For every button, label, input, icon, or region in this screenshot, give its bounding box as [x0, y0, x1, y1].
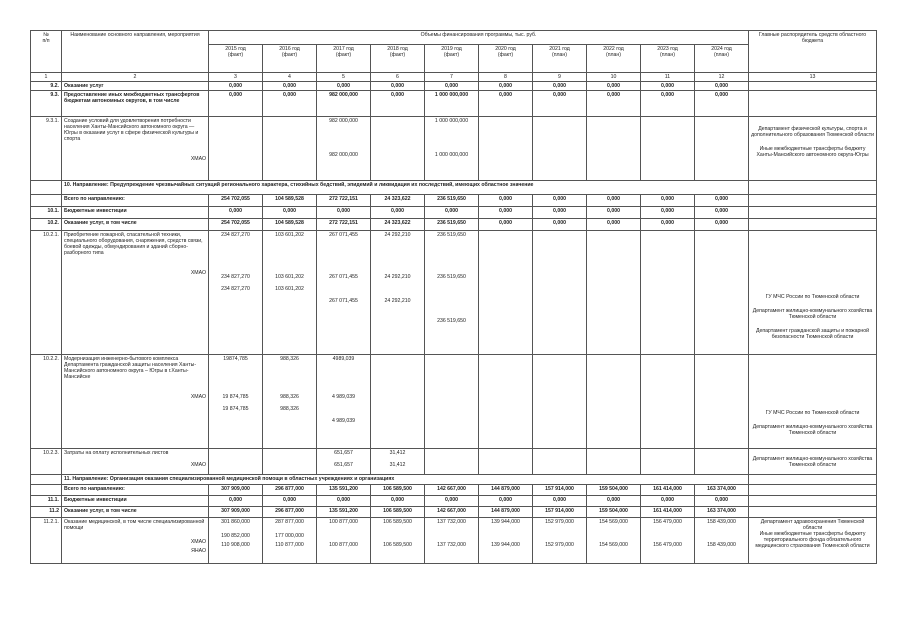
value-cell: 0,000 [371, 82, 425, 91]
value-cell: 0,000 [587, 91, 641, 117]
value-cell: 0,000 [479, 496, 533, 507]
column-number: 6 [371, 73, 425, 82]
row-name: Бюджетные инвестиции [62, 496, 209, 507]
value-cell: 267 071,455 [329, 232, 358, 238]
row-num: 9.3.1. [31, 117, 62, 181]
row-num: 9.2. [31, 82, 62, 91]
year-header: 2015 год (факт) [209, 45, 263, 73]
value-cell: 0,000 [425, 207, 479, 219]
value-cell: 988,326 [280, 394, 299, 400]
row-num: 10.2.3. [31, 449, 62, 475]
column-number: 10 [587, 73, 641, 82]
value-cell: 159 504,000 [587, 485, 641, 496]
value-cell: 100 877,000 [329, 519, 358, 525]
value-cell: 152 979,000 [545, 542, 574, 548]
column-number: 8 [479, 73, 533, 82]
region-tag: ХМАО [190, 462, 206, 468]
value-cell: 0,000 [641, 82, 695, 91]
value-cell: 0,000 [209, 91, 263, 117]
value-cell: 0,000 [209, 496, 263, 507]
value-cell: 254 702,055 [209, 195, 263, 207]
region-tag: ХМАО [190, 394, 206, 400]
value-cell: 0,000 [533, 219, 587, 231]
row-name: Оказание услуг, в том числе [62, 219, 209, 231]
row-num: 9.3. [31, 91, 62, 117]
year-header: 2024 год (план) [695, 45, 749, 73]
value-cell: 0,000 [479, 91, 533, 117]
value-cell: 301 860,000 [221, 519, 250, 525]
year-header: 2017 год (факт) [317, 45, 371, 73]
value-cell: 158 439,000 [707, 542, 736, 548]
value-cell: 0,000 [695, 91, 749, 117]
section-heading [31, 475, 877, 485]
value-cell: 161 414,000 [641, 507, 695, 518]
distributor-cell: ГУ МЧС России по Тюменской области Департамент жилищно-коммунального хозяйства Тюменской области [749, 355, 877, 449]
value-cell: 651,657 [334, 450, 353, 456]
row-num: 10.2.2. [31, 355, 62, 449]
table-row [31, 82, 877, 91]
row-name: Бюджетные инвестиции [62, 207, 209, 219]
value-cell: 19 874,785 [222, 394, 249, 400]
value-cell: 267 071,455 [329, 274, 358, 280]
value-cell: 106 589,500 [383, 519, 412, 525]
value-cell: 4 989,039 [331, 394, 356, 400]
header-name: Наименование основного направления, мероприятия [62, 31, 209, 73]
distributor-cell: Департамент жилищно-коммунального хозяйства Тюменской области [749, 449, 877, 475]
row-num: 11.1. [31, 496, 62, 507]
region-tag: ХМАО [190, 539, 206, 545]
value-cell: 104 589,528 [263, 195, 317, 207]
value-cell: 0,000 [695, 82, 749, 91]
value-cell: 31,412 [389, 462, 406, 468]
value-cell: 982 000,000 [329, 152, 358, 158]
value-cell: 0,000 [533, 195, 587, 207]
value-cell: 103 601,202 [275, 232, 304, 238]
value-cell: 0,000 [371, 91, 425, 117]
value-cell: 144 879,000 [479, 485, 533, 496]
value-cell: 106 589,500 [371, 507, 425, 518]
table-row [31, 195, 877, 207]
value-cell: 0,000 [641, 207, 695, 219]
value-cell: 142 667,000 [425, 485, 479, 496]
distributor-cell: Департамент здравоохранения Тюменской области Иные межбюджетные трансферты бюджету территориального фонда обязательного медицинского страхования Тюменской области [749, 518, 877, 564]
value-cell: 163 374,000 [695, 507, 749, 518]
row-name: Модернизация инженерно-бытового комплекса Департамента гражданской защиты населения Ханты-Мансийского автономного округа – Югры в г.Ханты-Мансийске ХМАО [62, 355, 209, 449]
value-cell: 139 944,000 [491, 542, 520, 548]
value-cell: 157 914,000 [533, 507, 587, 518]
value-cell: 307 909,000 [209, 485, 263, 496]
value-cell: 1 000 000,000 [425, 91, 479, 117]
value-cell: 307 909,000 [209, 507, 263, 518]
table-row [31, 507, 877, 518]
value-cell: 0,000 [641, 219, 695, 231]
value-cell: 100 877,000 [329, 542, 358, 548]
value-cell: 0,000 [263, 496, 317, 507]
table-row [31, 496, 877, 507]
value-cell: 1 000 000,000 [434, 118, 469, 124]
value-cell: 135 591,200 [317, 507, 371, 518]
value-cell: 0,000 [263, 207, 317, 219]
column-number: 5 [317, 73, 371, 82]
row-name: Предоставление иных межбюджетных трансфертов бюджетам автономных округов, в том числе [62, 91, 209, 117]
direction-title: 11. Направление: Организация оказания специализированной медицинской помощи в областных учреждениях и организациях [62, 475, 749, 485]
value-cell: 19 874,785 [222, 406, 249, 412]
value-cell: 159 504,000 [587, 507, 641, 518]
row-num: 11.2 [31, 507, 62, 518]
value-cell: 110 908,000 [221, 542, 250, 548]
row-name: Затраты на оплату исполнительных листов ХМАО [62, 449, 209, 475]
table-row [31, 117, 877, 181]
value-cell: 988,326 [280, 356, 299, 362]
table-row [31, 219, 877, 231]
value-cell: 0,000 [317, 496, 371, 507]
value-cell: 0,000 [587, 207, 641, 219]
table-row [31, 518, 877, 564]
column-number: 3 [209, 73, 263, 82]
value-cell: 190 852,000 [221, 533, 250, 539]
value-cell: 0,000 [371, 207, 425, 219]
distributor-cell [749, 91, 877, 117]
value-cell: 0,000 [587, 195, 641, 207]
row-num: 10.2.1. [31, 231, 62, 355]
value-cell: 24 292,210 [384, 298, 411, 304]
value-cell: 0,000 [263, 82, 317, 91]
value-cell: 234 827,270 [221, 274, 250, 280]
financing-table [30, 30, 877, 564]
value-cell: 103 601,202 [275, 274, 304, 280]
column-number: 4 [263, 73, 317, 82]
distributor-cell [749, 82, 877, 91]
region-tag: ЯНАО [191, 548, 206, 554]
table-row [31, 231, 877, 355]
value-cell: 156 479,000 [653, 542, 682, 548]
value-cell: 0,000 [695, 496, 749, 507]
value-cell: 24 292,210 [384, 274, 411, 280]
year-header: 2016 год (факт) [263, 45, 317, 73]
value-cell: 110 877,000 [275, 542, 304, 548]
column-number: 11 [641, 73, 695, 82]
column-number: 1 [31, 73, 62, 82]
row-name: Всего по направлению: [62, 485, 209, 496]
table-row [31, 449, 877, 475]
value-cell: 158 439,000 [707, 519, 736, 525]
value-cell: 0,000 [479, 195, 533, 207]
value-cell: 4 989,039 [331, 418, 356, 424]
value-cell: 1 000 000,000 [434, 152, 469, 158]
value-cell: 236 519,650 [437, 274, 466, 280]
value-cell: 234 827,270 [221, 286, 250, 292]
column-number: 2 [62, 73, 209, 82]
value-cell: 19874,785 [223, 356, 248, 362]
value-cell: 0,000 [425, 496, 479, 507]
column-number: 13 [749, 73, 877, 82]
column-number: 12 [695, 73, 749, 82]
value-cell: 31,412 [389, 450, 406, 456]
value-cell: 0,000 [209, 207, 263, 219]
value-cell: 982 000,000 [329, 118, 358, 124]
row-num: 10.1. [31, 207, 62, 219]
year-header: 2023 год (план) [641, 45, 695, 73]
value-cell: 0,000 [533, 207, 587, 219]
table-row [31, 355, 877, 449]
value-cell: 0,000 [533, 91, 587, 117]
row-name: Оказание услуг [62, 82, 209, 91]
table-row [31, 91, 877, 117]
row-name: Оказание медицинской, в том числе специализированной помощи ХМАО ЯНАО [62, 518, 209, 564]
value-cell: 104 589,528 [263, 219, 317, 231]
value-cell: 139 944,000 [491, 519, 520, 525]
header-volumes: Объемы финансирования программы, тыс. руб. [209, 31, 749, 45]
year-header: 2019 год (факт) [425, 45, 479, 73]
value-cell: 24 323,622 [371, 195, 425, 207]
value-cell: 154 569,000 [599, 519, 628, 525]
value-cell: 988,326 [280, 406, 299, 412]
value-cell: 651,657 [334, 462, 353, 468]
value-cell: 272 722,151 [317, 219, 371, 231]
value-cell: 0,000 [695, 207, 749, 219]
row-num: 11.2.1. [31, 518, 62, 564]
value-cell: 296 877,000 [263, 507, 317, 518]
value-cell: 236 519,650 [425, 219, 479, 231]
value-cell: 0,000 [587, 496, 641, 507]
value-cell: 254 702,055 [209, 219, 263, 231]
value-cell: 154 569,000 [599, 542, 628, 548]
value-cell: 272 722,151 [317, 195, 371, 207]
value-cell: 0,000 [209, 82, 263, 91]
year-header: 2018 год (факт) [371, 45, 425, 73]
row-name: Оказание услуг, в том числе [62, 507, 209, 518]
value-cell: 156 479,000 [653, 519, 682, 525]
value-cell: 106 589,500 [383, 542, 412, 548]
value-cell: 0,000 [641, 91, 695, 117]
value-cell: 157 914,000 [533, 485, 587, 496]
year-header: 2021 год (план) [533, 45, 587, 73]
header-num: № п/п [31, 31, 62, 73]
value-cell: 287 877,000 [275, 519, 304, 525]
header-distributor: Главные распорядитель средств областного бюджета [749, 31, 877, 73]
value-cell: 137 732,000 [437, 542, 466, 548]
value-cell: 161 414,000 [641, 485, 695, 496]
column-number: 7 [425, 73, 479, 82]
row-num: 10.2. [31, 219, 62, 231]
year-header: 2022 год (план) [587, 45, 641, 73]
value-cell: 0,000 [695, 195, 749, 207]
value-cell: 0,000 [425, 82, 479, 91]
value-cell: 135 591,200 [317, 485, 371, 496]
distributor-cell: Департамент физической культуры, спорта и дополнительного образования Тюменской области Иные межбюджетные трансферты бюджету Ханты-Мансийского автономного округа-Югры [749, 117, 877, 181]
value-cell: 0,000 [533, 82, 587, 91]
region-tag: ХМАО [190, 156, 206, 162]
value-cell: 0,000 [479, 219, 533, 231]
value-cell: 0,000 [371, 496, 425, 507]
value-cell: 103 601,202 [275, 286, 304, 292]
year-header: 2020 год (факт) [479, 45, 533, 73]
table-row [31, 207, 877, 219]
value-cell: 982 000,000 [317, 91, 371, 117]
value-cell: 236 519,650 [425, 195, 479, 207]
value-cell: 0,000 [479, 82, 533, 91]
value-cell: 236 519,650 [437, 318, 466, 324]
value-cell: 267 071,455 [329, 298, 358, 304]
value-cell: 0,000 [263, 91, 317, 117]
distributor-cell: ГУ МЧС России по Тюменской области Департамент жилищно-коммунального хозяйства Тюменской области Департамент гражданской защиты и пожарной безопасности Тюменской области [749, 231, 877, 355]
value-cell: 144 879,000 [479, 507, 533, 518]
value-cell: 234 827,270 [221, 232, 250, 238]
value-cell: 24 323,622 [371, 219, 425, 231]
document-page [30, 30, 876, 604]
value-cell: 0,000 [587, 219, 641, 231]
section-heading [31, 181, 877, 195]
value-cell: 177 000,000 [275, 533, 304, 539]
direction-title: 10. Направление: Предупреждение чрезвычайных ситуаций регионального характера, стихийных бедствий, эпидемий и ликвидация их последствий, имеющих областное значение [62, 181, 749, 195]
value-cell: 236 519,650 [437, 232, 466, 238]
value-cell: 106 589,500 [371, 485, 425, 496]
value-cell: 0,000 [479, 207, 533, 219]
region-tag: ХМАО [190, 270, 206, 276]
column-number: 9 [533, 73, 587, 82]
value-cell: 0,000 [317, 82, 371, 91]
value-cell: 4989,039 [332, 356, 355, 362]
table-row [31, 485, 877, 496]
row-name: Приобретение пожарной, спасательной техники, специального оборудования, снаряжения, средств связи, боевой одежды, обмундирования и зданий сборно-разборного типа ХМАО [62, 231, 209, 355]
value-cell: 24 292,210 [384, 232, 411, 238]
value-cell: 137 732,000 [437, 519, 466, 525]
value-cell: 0,000 [641, 195, 695, 207]
value-cell: 0,000 [317, 207, 371, 219]
value-cell: 296 877,000 [263, 485, 317, 496]
value-cell: 0,000 [695, 219, 749, 231]
value-cell: 0,000 [533, 496, 587, 507]
value-cell: 152 979,000 [545, 519, 574, 525]
value-cell: 0,000 [641, 496, 695, 507]
value-cell: 163 374,000 [695, 485, 749, 496]
row-name: Создание условий для удовлетворения потребности населения Ханты-Мансийского автономного округа — Югры в оказании услуг в сфере физической культуры и спорта ХМАО [62, 117, 209, 181]
value-cell: 0,000 [587, 82, 641, 91]
row-name: Всего по направлению: [62, 195, 209, 207]
value-cell: 142 667,000 [425, 507, 479, 518]
